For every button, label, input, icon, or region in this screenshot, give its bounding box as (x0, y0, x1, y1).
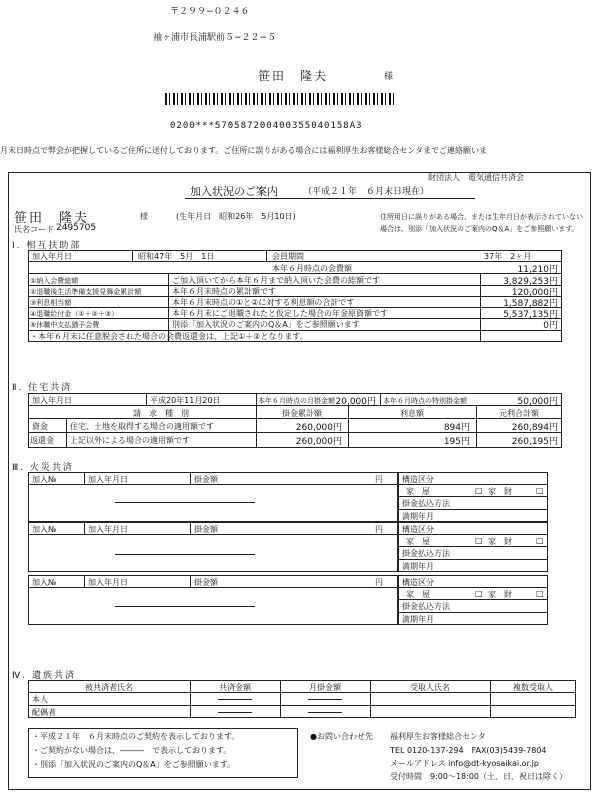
s1-row-desc: ご加入頂いてから本年６月まで納入頂いた会費の総額です (172, 276, 380, 285)
s2-row-sum: 260,195円 (511, 437, 558, 447)
s4-empty-dash (308, 712, 342, 713)
fire-empty-dash (115, 502, 255, 503)
fire-house-label: 家 屋 (406, 487, 430, 496)
s1-join-date: 昭和47年 5月 1日 (138, 252, 215, 261)
fire-goods-label: 家 財 (488, 590, 512, 599)
fire-mark: □ (475, 589, 483, 598)
fire-mark: □ (536, 536, 544, 545)
fire-mark: □ (536, 486, 544, 495)
s4-empty-dash (308, 699, 342, 700)
s4-empty-dash (218, 712, 252, 713)
s4-header-multi: 複数受取人 (513, 683, 553, 692)
fire-struct-label: 構造区分 (402, 578, 434, 587)
s4-header-insured: 被共済者氏名 (85, 683, 133, 692)
s1-row-label: ⑤休職中支払猶予会費 (30, 321, 100, 329)
s2-row-desc: 上記以外による場合の適用額です (70, 436, 190, 445)
fire-goods-label: 家 財 (488, 487, 512, 496)
fire-vline (190, 472, 191, 484)
s2-header-type: 請 求 種 別 (133, 409, 189, 418)
s4-row-self: 本人 (32, 695, 48, 704)
fire-goods-label: 家 財 (488, 537, 512, 546)
fire-vline (84, 472, 85, 484)
fire-yen: 円 (375, 578, 383, 587)
footer-note: ・ご契約がない場合は、――― で表示しております。 (32, 746, 232, 755)
fire-vline (84, 575, 85, 587)
street-address: 袖ヶ浦市長浦駅前５−２２−５ (153, 33, 277, 43)
s4-header-recipient: 受取人氏名 (410, 683, 450, 692)
s2-row-type: 資金 (32, 422, 48, 431)
s2-join-date: 平成20年11月20日 (150, 396, 221, 405)
s2-header-interest: 利息額 (400, 409, 424, 418)
footer-note: ・別添「加入状況のご案内のQ＆A」をご参照願います。 (32, 760, 236, 769)
contact-name: 福利厚生お客様総合センタ (390, 732, 486, 741)
s1-row-label: ③利息相当額 (30, 299, 72, 307)
fire-yen: 円 (375, 525, 383, 534)
fire-vline (84, 522, 85, 534)
org-prefix: 財団法人 (428, 173, 460, 182)
section3-title: Ⅲ. 火災共済 (12, 463, 74, 473)
s4-header-amount: 共済金額 (219, 683, 251, 692)
s2-bonus-value: 50,000円 (517, 397, 558, 407)
s2-vline (146, 393, 147, 405)
member-note-2: 場合は、別添「加入状況のご案内のQ＆A」をご参照願います。 (380, 225, 579, 233)
birth-date: (生年月日 昭和26年 5月10日) (176, 212, 296, 221)
member-name: 笹田 隆夫 (14, 211, 90, 226)
fire-amount-label: 掛金額 (194, 475, 218, 484)
barcode-number: 0200***570587200400355040158A3 (170, 121, 363, 131)
s2-row-interest: 894円 (443, 423, 470, 433)
s1-row-label: ①納入会費総額 (30, 277, 79, 285)
section4-title: Ⅳ. 遺族共済 (12, 671, 77, 681)
fire-house-label: 家 屋 (406, 537, 430, 546)
fire-mark: □ (475, 486, 483, 495)
fire-date-label: 加入年月日 (88, 525, 128, 534)
fire-method-label: 掛金払込方法 (402, 499, 450, 508)
s4-header-monthly: 月掛金額 (309, 683, 341, 692)
fire-struct-label: 構造区分 (402, 525, 434, 534)
org-name: 電気通信共済会 (468, 173, 524, 182)
footer-note: ・平成２１年 ６月末時点のご契約を表示しております。 (32, 732, 240, 741)
s2-header-total: 掛金累計額 (282, 409, 322, 418)
fire-date-label: 加入年月日 (88, 475, 128, 484)
s1-vline (266, 250, 267, 261)
s2-row-sum: 260,894円 (511, 423, 558, 433)
s1-period-value: 37年 2ヶ月 (484, 252, 532, 261)
title-underline (185, 198, 475, 199)
fire-vline (190, 575, 191, 587)
fire-empty-dash (115, 606, 255, 607)
notice-line: 月末日時点で弊会が把握しているご住所に送付しております。ご住所に誤りがある場合には福利厚生お客様総合センタまでご連絡願いま (0, 146, 488, 155)
fire-house-label: 家 屋 (406, 590, 430, 599)
s1-row-desc: 本年６月末時点の①と②に対する利息額の合計です (172, 298, 355, 307)
s1-row-desc: 別添「加入状況のご案内のQ＆A」をご参照願います (172, 320, 360, 329)
fire-no-label: 加入№ (32, 525, 57, 534)
fire-mark: □ (475, 536, 483, 545)
s1-vline (480, 273, 481, 342)
section1-title: Ⅰ. 相互扶助部 (12, 241, 82, 251)
s1-row-value: 120,000円 (511, 288, 558, 298)
member-code: 2495705 (56, 223, 97, 233)
fire-expiry-label: 満期年月 (402, 562, 434, 571)
s2-monthly-value: 20,000円 (335, 397, 376, 407)
fire-no-label: 加入№ (32, 578, 57, 587)
recipient-honorific: 様 (384, 72, 394, 82)
s2-row-total: 260,000円 (295, 423, 342, 433)
fire-expiry-label: 満期年月 (402, 615, 434, 624)
s4-line (28, 705, 576, 706)
contact-mail: メールアドレス info@dt-kyosaikai.or.jp (390, 759, 539, 768)
s2-row-desc: 住宅、土地を取得する場合の適用額です (70, 422, 214, 431)
postal-barcode (165, 93, 395, 105)
s1-row-desc: 本年６月末時点の累計額です (172, 287, 276, 296)
fire-line (398, 509, 548, 510)
s1-row-desc: 本年６月末にご退職されたと仮定した場合の年金原資額です (172, 309, 388, 318)
s1-row-value: 3,829,253円 (503, 277, 558, 287)
fire-line (398, 559, 548, 560)
fire-amount-label: 掛金額 (194, 578, 218, 587)
fire-expiry-label: 満期年月 (402, 512, 434, 521)
s2-vline (380, 393, 381, 405)
fire-no-label: 加入№ (32, 475, 57, 484)
member-honorific: 様 (140, 212, 148, 221)
s1-row-value: 1,587,882円 (503, 299, 558, 309)
recipient-name: 笹田 隆夫 (258, 69, 329, 83)
s1-monthly-label: 本年６月時点の会費額 (272, 264, 352, 273)
member-code-label: 氏名コード (14, 225, 54, 234)
s2-row-total: 260,000円 (295, 437, 342, 447)
s4-empty-dash (218, 699, 252, 700)
postal-code: 〒２９９−０２４６ (170, 7, 250, 17)
contact-tel: TEL 0120-137-294 FAX(03)5439-7804 (390, 746, 547, 755)
s1-row-label: ②退職後生活準備支援見舞金累計額 (30, 288, 142, 296)
fire-struct-label: 構造区分 (402, 475, 434, 484)
s2-header-sum: 元利合計額 (499, 409, 539, 418)
s1-row-value: 0円 (543, 321, 558, 331)
fire-empty-dash (115, 554, 255, 555)
s1-join-label: 加入年月日 (32, 252, 72, 261)
s2-vline (66, 418, 67, 448)
s2-monthly-label: 本年６月時点の月掛金額 (258, 397, 335, 405)
fire-method-label: 掛金払込方法 (402, 602, 450, 611)
fire-vline (190, 522, 191, 534)
s2-bonus-label: 本年６月時点の特別掛金額 (383, 397, 467, 405)
s2-row-interest: 195円 (443, 437, 470, 447)
fire-yen: 円 (375, 475, 383, 484)
fire-line (398, 612, 548, 613)
s1-vline (132, 250, 133, 261)
section2-title: Ⅱ. 住宅共済 (12, 383, 73, 393)
s1-footnote: ・本年６月末に任意脱会された場合の会費返還金は、上記①＋②となります。 (30, 332, 308, 341)
fire-method-label: 掛金払込方法 (402, 549, 450, 558)
s1-period-label: 会員期間 (272, 252, 304, 261)
s4-row-spouse: 配偶者 (32, 708, 56, 717)
s1-row-value: 5,537,135円 (503, 310, 558, 320)
member-note-1: 住所用日に誤りがある場合、または生年月日が表示されていない (380, 213, 583, 221)
s1-row-label: ④退職給付金（①＋②＋③） (30, 310, 119, 318)
s2-join-label: 加入年月日 (32, 396, 72, 405)
contact-title: ●お問い合わせ先 (310, 732, 373, 741)
as-of-date: （平成２１年 ６月末日現在） (303, 187, 430, 197)
fire-mark: □ (536, 589, 544, 598)
contact-hours: 受付時間 9:00～18:00（土、日、祝日は除く） (390, 772, 568, 781)
s2-vline (256, 393, 257, 405)
fire-amount-label: 掛金額 (194, 525, 218, 534)
s2-row-type: 返還金 (30, 436, 54, 445)
s1-monthly-value: 11,210円 (517, 265, 558, 275)
page-title: 加入状況のご案内 (190, 185, 278, 198)
fire-date-label: 加入年月日 (88, 578, 128, 587)
